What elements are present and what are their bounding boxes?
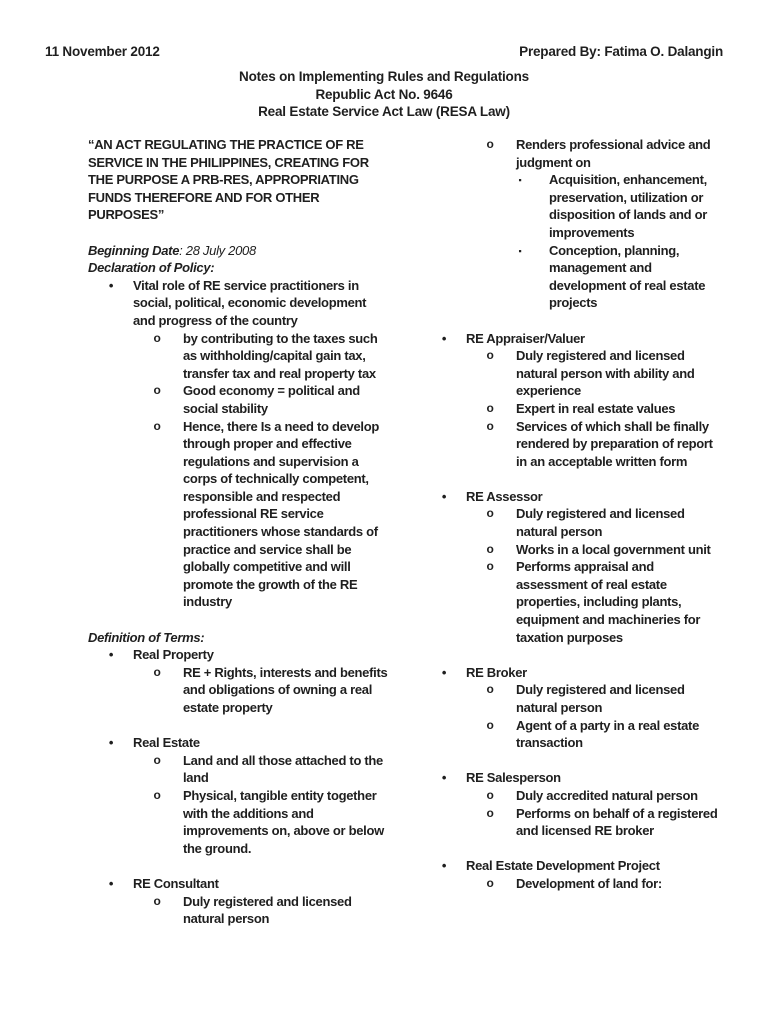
bullet-marker: o bbox=[486, 506, 494, 521]
list-item bbox=[421, 541, 723, 559]
title-line-3: Real Estate Service Act Law (RESA Law) bbox=[258, 104, 510, 119]
list-item bbox=[421, 347, 723, 400]
bullet-marker: o bbox=[486, 137, 494, 151]
list-item bbox=[421, 136, 723, 171]
list-item-text: Agent of a party in a real estate transaction bbox=[516, 717, 699, 751]
bullet-marker: • bbox=[108, 647, 114, 663]
list-item bbox=[421, 242, 723, 312]
list-item bbox=[421, 330, 723, 348]
list-item-text: Duly registered and licensed natural person bbox=[516, 506, 685, 540]
list-item bbox=[421, 805, 723, 840]
bullet-marker: o bbox=[486, 875, 494, 890]
list-item bbox=[421, 488, 723, 506]
list-item bbox=[88, 875, 390, 893]
bullet-marker: ▪ bbox=[518, 245, 522, 256]
list-item-text: Real Estate bbox=[133, 735, 200, 751]
list-item-text: Services of which shall be finally rendered by preparation of report in an acceptable written form bbox=[516, 418, 713, 469]
list-item-text: Real Estate Development Project bbox=[466, 858, 660, 874]
bullet-marker: o bbox=[486, 418, 494, 433]
bullet-marker: • bbox=[108, 875, 114, 891]
bullet-marker: o bbox=[153, 787, 161, 802]
left-column bbox=[88, 136, 390, 928]
list-item-text: Renders professional advice and judgment on bbox=[516, 137, 711, 170]
bullet-marker: • bbox=[441, 858, 447, 874]
bullet-marker: ▪ bbox=[518, 175, 522, 186]
section-heading: Definition of Terms: bbox=[88, 629, 205, 645]
list-item-text: Duly registered and licensed natural person bbox=[183, 893, 352, 927]
bullet-marker: • bbox=[441, 664, 447, 680]
list-item bbox=[421, 787, 723, 805]
list-item-text: Performs on behalf of a registered and licensed RE broker bbox=[516, 805, 718, 839]
list-item-text: Conception, planning, management and development of real estate projects bbox=[549, 242, 706, 311]
list-item bbox=[88, 752, 390, 787]
list-item bbox=[88, 418, 390, 612]
list-item-text: Physical, tangible entity together with the additions and improvements on, above or below the ground. bbox=[183, 787, 384, 856]
list-item bbox=[421, 400, 723, 418]
bullet-marker: • bbox=[441, 770, 447, 786]
list-item bbox=[421, 717, 723, 752]
title-line-1: Notes on Implementing Rules and Regulations bbox=[239, 69, 529, 84]
list-item-text: Land and all those attached to the land bbox=[183, 752, 383, 786]
list-item bbox=[421, 857, 723, 875]
list-item-text: RE Consultant bbox=[133, 875, 219, 891]
list-item-text: RE Assessor bbox=[466, 488, 543, 504]
bullet-marker: • bbox=[108, 277, 114, 293]
bullet-marker: • bbox=[441, 330, 447, 346]
bullet-marker: • bbox=[441, 488, 447, 504]
list-item bbox=[88, 734, 390, 752]
list-item-text: Real Property bbox=[133, 647, 214, 663]
right-column bbox=[421, 136, 723, 928]
list-item-text: by contributing to the taxes such as withholding/capital gain tax, transfer tax and real property tax bbox=[183, 330, 378, 381]
list-item bbox=[421, 769, 723, 787]
document-title bbox=[0, 68, 768, 121]
header-prepared-by: Prepared By: Fatima O. Dalangin bbox=[519, 44, 723, 59]
list-item bbox=[421, 418, 723, 471]
bullet-marker: o bbox=[153, 418, 161, 433]
list-item-text: Good economy = political and social stability bbox=[183, 383, 360, 416]
list-item bbox=[421, 681, 723, 716]
bullet-marker: o bbox=[486, 682, 494, 697]
bullet-marker: o bbox=[153, 664, 161, 679]
document-header bbox=[45, 44, 723, 59]
bullet-marker: o bbox=[486, 787, 494, 802]
list-item bbox=[88, 277, 390, 330]
list-item-text: Works in a local government unit bbox=[516, 541, 711, 557]
bullet-marker: o bbox=[486, 805, 494, 820]
bullet-marker: o bbox=[486, 717, 494, 732]
list-item-text: Duly accredited natural person bbox=[516, 787, 698, 803]
list-item bbox=[421, 558, 723, 646]
list-item-text: Duly registered and licensed natural person with ability and experience bbox=[516, 348, 695, 399]
list-item-text: Expert in real estate values bbox=[516, 400, 676, 416]
title-line-2: Republic Act No. 9646 bbox=[315, 86, 453, 102]
list-item bbox=[88, 646, 390, 664]
list-item bbox=[88, 330, 390, 383]
field-label: Beginning Date bbox=[88, 242, 180, 258]
list-item-text: Vital role of RE service practitioners in social, political, economic development and progress of the country bbox=[133, 277, 367, 328]
list-item-text: Duly registered and licensed natural person bbox=[516, 682, 685, 715]
bullet-marker: o bbox=[153, 383, 161, 398]
list-item bbox=[421, 505, 723, 540]
field-label-value bbox=[88, 242, 390, 260]
list-item bbox=[421, 664, 723, 682]
list-item-text: RE Salesperson bbox=[466, 770, 561, 786]
list-item-text: Development of land for: bbox=[516, 875, 662, 891]
list-item-text: Performs appraisal and assessment of real estate properties, including plants, equipment and machineries for taxation purposes bbox=[516, 559, 701, 645]
list-item-text: RE Appraiser/Valuer bbox=[466, 330, 585, 346]
two-column-body bbox=[88, 136, 723, 928]
section-heading: Declaration of Policy: bbox=[88, 260, 215, 276]
bullet-marker: o bbox=[153, 330, 161, 345]
header-date: 11 November 2012 bbox=[45, 44, 160, 59]
bullet-marker: o bbox=[486, 400, 494, 415]
bullet-marker: o bbox=[486, 559, 494, 574]
list-item-text: Acquisition, enhancement, preservation, utilization or disposition of lands and or improvements bbox=[549, 172, 708, 240]
list-item bbox=[88, 787, 390, 857]
field-value: : 28 July 2008 bbox=[179, 242, 256, 258]
act-quote: “AN ACT REGULATING THE PRACTICE OF RE SERVICE IN THE PHILIPPINES, CREATING FOR THE PURPOSE A PRB-RES, APPROPRIATING FUNDS THEREFORE AND FOR OTHER PURPOSES” bbox=[88, 137, 369, 223]
bullet-marker: • bbox=[108, 735, 114, 751]
bullet-marker: o bbox=[486, 541, 494, 556]
list-item-text: RE Broker bbox=[466, 664, 527, 680]
bullet-marker: o bbox=[486, 348, 494, 363]
list-item bbox=[421, 171, 723, 241]
list-item-text: Hence, there Is a need to develop through proper and effective regulations and supervision a corps of technically competent, responsible and respected professional RE service practitioners whose standards of practice and service shall be globally competitive and will promote the growth of the RE industry bbox=[183, 418, 379, 610]
list-item bbox=[88, 664, 390, 717]
bullet-marker: o bbox=[153, 893, 161, 908]
bullet-marker: o bbox=[153, 752, 161, 767]
list-item bbox=[88, 893, 390, 928]
list-item bbox=[88, 382, 390, 417]
list-item-text: RE + Rights, interests and benefits and obligations of owning a real estate property bbox=[183, 664, 388, 715]
list-item bbox=[421, 875, 723, 893]
